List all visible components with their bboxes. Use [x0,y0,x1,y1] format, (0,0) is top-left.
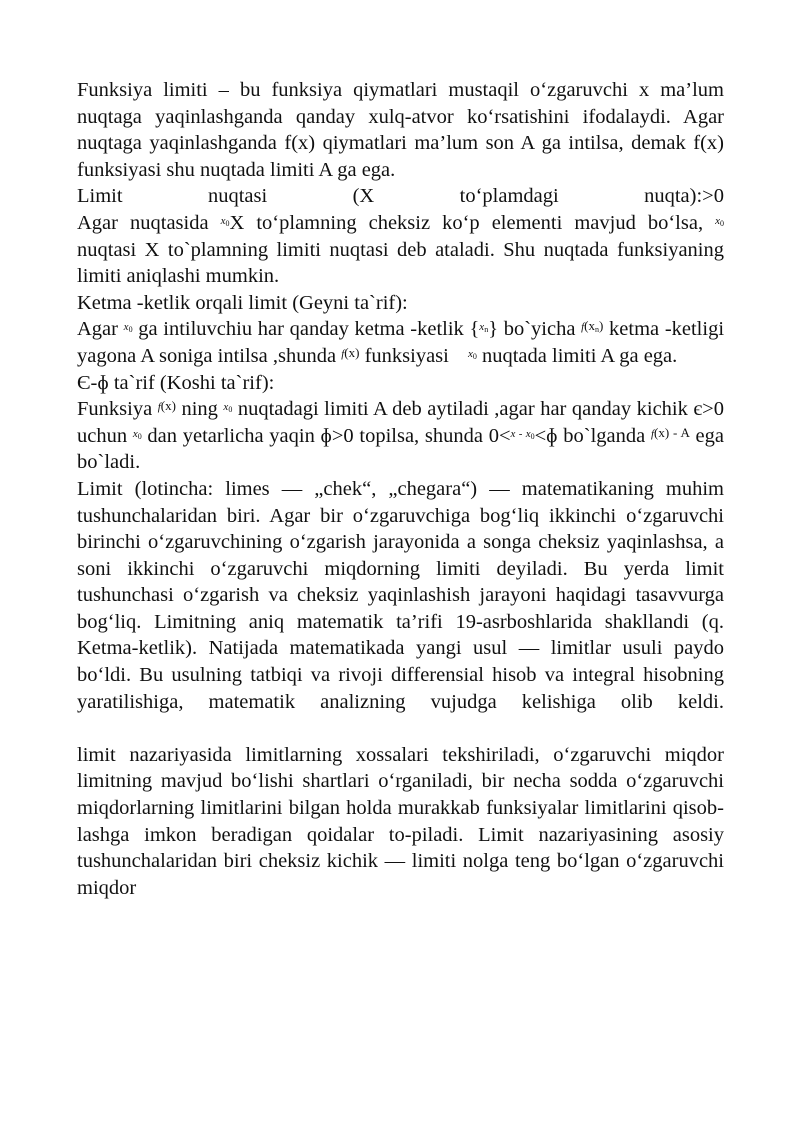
text-run: ning [175,398,224,421]
text-run: Agar nuqtasida [77,211,221,234]
paragraph-definition: Funksiya limiti – bu funksiya qiymatlari mustaqil o‘zgaruvchi x ma’lum nuqtaga yaqinlashganda qanday xulq-atvor ko‘rsatishini ifodalaydi. Agar nuqtaga yaqinlashganda f(x) qiymatlari ma’lum son A ga intilsa, demak f(x) funksiyasi shu nuqtada limiti A ga ega. [77,79,724,181]
document-page [77,77,724,901]
formula-xn: xn [479,321,489,335]
formula-x0: x0 [220,214,230,228]
formula-f-xn: f(xn) [581,318,604,335]
paragraph-heine [77,316,724,369]
text-run: ketma -ketligi yagona A soniga intilsa ,shunda [77,318,725,367]
paragraph-limit-point [77,210,724,290]
text-run: nuqtada limiti A ga ega. [481,344,678,367]
formula-fx-minus-a: f(x) - A [650,424,690,440]
text-run: nuqtadagi limiti A deb aytiladi ,agar har qanday kichik є>0 uchun [77,398,724,447]
paragraph-cauchy [77,396,724,476]
blank-line [77,715,724,742]
text-run: dan yetarlicha yaqin ɸ>0 topilsa, shunda 0< [141,424,511,447]
formula-x0: x0 [467,347,477,361]
formula-f-x: f(x) [157,398,176,414]
paragraph-cauchy-heading: Є-ɸ ta`rif (Koshi ta`rif): [77,371,275,394]
formula-x0: x0 [123,321,133,335]
text-run: ga intiluvchiu har qanday ketma -ketlik { [132,318,480,341]
text-run: X to‘plamning cheksiz ko‘p elementi mavjud bo‘lsa, [229,211,716,234]
paragraph-heine-heading: Ketma -ketlik orqali limit (Geyni ta`rif): [77,291,408,314]
text-run: nuqtasi X to`plamning limiti nuqtasi deb ataladi. Shu nuqtada funksiyaning limiti aniqlashi mumkin. [77,238,724,288]
text-run: Agar [77,318,124,341]
formula-x-minus-x0: x - x0 [510,427,535,441]
paragraph-limit-history: Limit (lotincha: limes — „chek“, „chegara“) — matematikaning muhim tushunchalaridan biri. Agar bir o‘zgaruvchiga bog‘liq ikkinchi o‘zgaruvchi birinchi o‘zgaruvchining o‘zgarish jarayonida a songa cheksiz yaqinlashsa, a soni ikkinchi o‘zgaruvchi miqdorning limiti deyiladi. Bu yerda limit tushunchasi o‘zgarish va cheksiz yaqinlashish jarayoni haqidagi tasavvurga bog‘liq. Limitning aniq matematik ta’rifi 19-asrboshlarida shakllandi (q. Ketma-ketlik). Natijada matematikada yangi usul — limitlar usuli paydo bo‘ldi. Bu usulning tatbiqi va rivoji differensial hisob va integral hisobning yaratilishiga, matematik analizning vujudga kelishiga olib keldi. [77,477,724,713]
text-run: <ɸ bo`lganda [534,424,651,447]
formula-f-x: f(x) [341,344,360,360]
text-run: } bo`yicha [488,318,582,341]
text-run: funksiyasi [359,344,454,367]
formula-x0: x0 [132,427,142,441]
text-run: Funksiya [77,398,158,421]
text-run: ega bo`ladi. [77,424,725,474]
formula-x0: x0 [223,401,233,415]
paragraph-limit-theory: limit nazariyasida limitlarning xossalari tekshiriladi, o‘zgaruvchi miqdor limitning mavjud bo‘lishi shartlari o‘rganiladi, bir necha sodda o‘zgaruvchi miqdorlarning limitlarini bilgan holda murakkab funksiyalar limitlarini qisob-lashga imkon beradigan qoidalar to-piladi. Limit nazariyasining asosiy tushunchalaridan biri cheksiz kichik — limiti nolga teng bo‘lgan o‘zgaruvchi miqdor [77,743,724,899]
formula-x0: x0 [715,214,725,228]
paragraph-limit-point-heading: Limit nuqtasi (X to‘plamdagi nuqta):>0 [77,185,724,208]
